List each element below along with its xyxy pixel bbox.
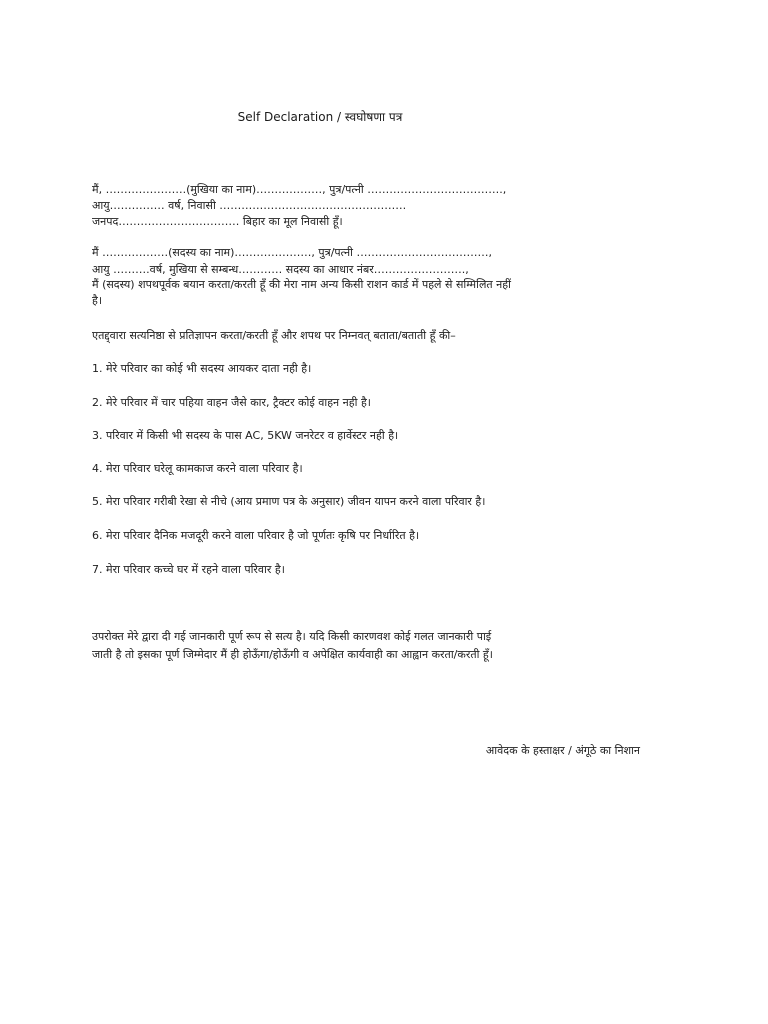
- declaration-point: 1. मेरे परिवार का कोई भी सदस्य आयकर दाता नही है।: [92, 362, 312, 375]
- closing-line: जाती है तो इसका पूर्ण जिम्मेदार मैं ही होऊँगा/होऊँगी व अपेक्षित कार्यवाही का आह्वान करता/करती हूँ।: [92, 648, 493, 661]
- closing-line: उपरोक्त मेरे द्वारा दी गई जानकारी पूर्ण रूप से सत्य है। यदि किसी कारणवश कोई गलत जानकारी पाई: [92, 630, 492, 643]
- head-line-district: जनपद…………………………… बिहार का मूल निवासी हूँ।: [92, 215, 343, 228]
- signature-label: आवेदक के हस्ताक्षर / अंगूठे का निशान: [485, 744, 640, 757]
- declaration-point: 6. मेरा परिवार दैनिक मजदूरी करने वाला परिवार है जो पूर्णतः कृषि पर निर्धारित है।: [92, 529, 420, 542]
- oath-intro: एतद्द्वारा सत्यनिष्ठा से प्रतिज्ञापन करता/करती हूँ और शपथ पर निम्नवत् बताता/बताती हूँ की–: [92, 329, 456, 342]
- member-line-name: मैं ………………(सदस्य का नाम)…………………, पुत्र/पत्नी ………………………………,: [92, 246, 493, 259]
- declaration-point: 3. परिवार में किसी भी सदस्य के पास AC, 5KW जनरेटर व हार्वेस्टर नही है।: [92, 429, 399, 442]
- head-line-name: मैं, ………………….(मुखिया का नाम)………………, पुत्र/पत्नी ……………………………….,: [92, 183, 507, 196]
- declaration-point: 4. मेरा परिवार घरेलू कामकाज करने वाला परिवार है।: [92, 462, 303, 475]
- document-title: Self Declaration / स्वघोषणा पत्र: [237, 110, 403, 124]
- declaration-point: 2. मेरे परिवार में चार पहिया वाहन जैसे कार, ट्रैक्टर कोई वाहन नही है।: [92, 396, 371, 409]
- head-line-age: आयु…………… वर्ष, निवासी ……………………………………………: [92, 199, 407, 212]
- declaration-point: 5. मेरा परिवार गरीबी रेखा से नीचे (आय प्रमाण पत्र के अनुसार) जीवन यापन करने वाला परिवार है।: [92, 495, 486, 508]
- declaration-point: 7. मेरा परिवार कच्चे घर में रहने वाला परिवार है।: [92, 563, 285, 576]
- member-line-statement-end: है।: [92, 294, 103, 307]
- member-line-age: आयु ……….वर्ष, मुखिया से सम्बन्ध………… सदस्य का आधार नंबर…………………….,: [92, 263, 469, 276]
- member-line-statement: मैं (सदस्य) शपथपूर्वक बयान करता/करती हूँ की मेरा नाम अन्य किसी राशन कार्ड में पहले से सम्मिलित नहीं: [92, 278, 511, 291]
